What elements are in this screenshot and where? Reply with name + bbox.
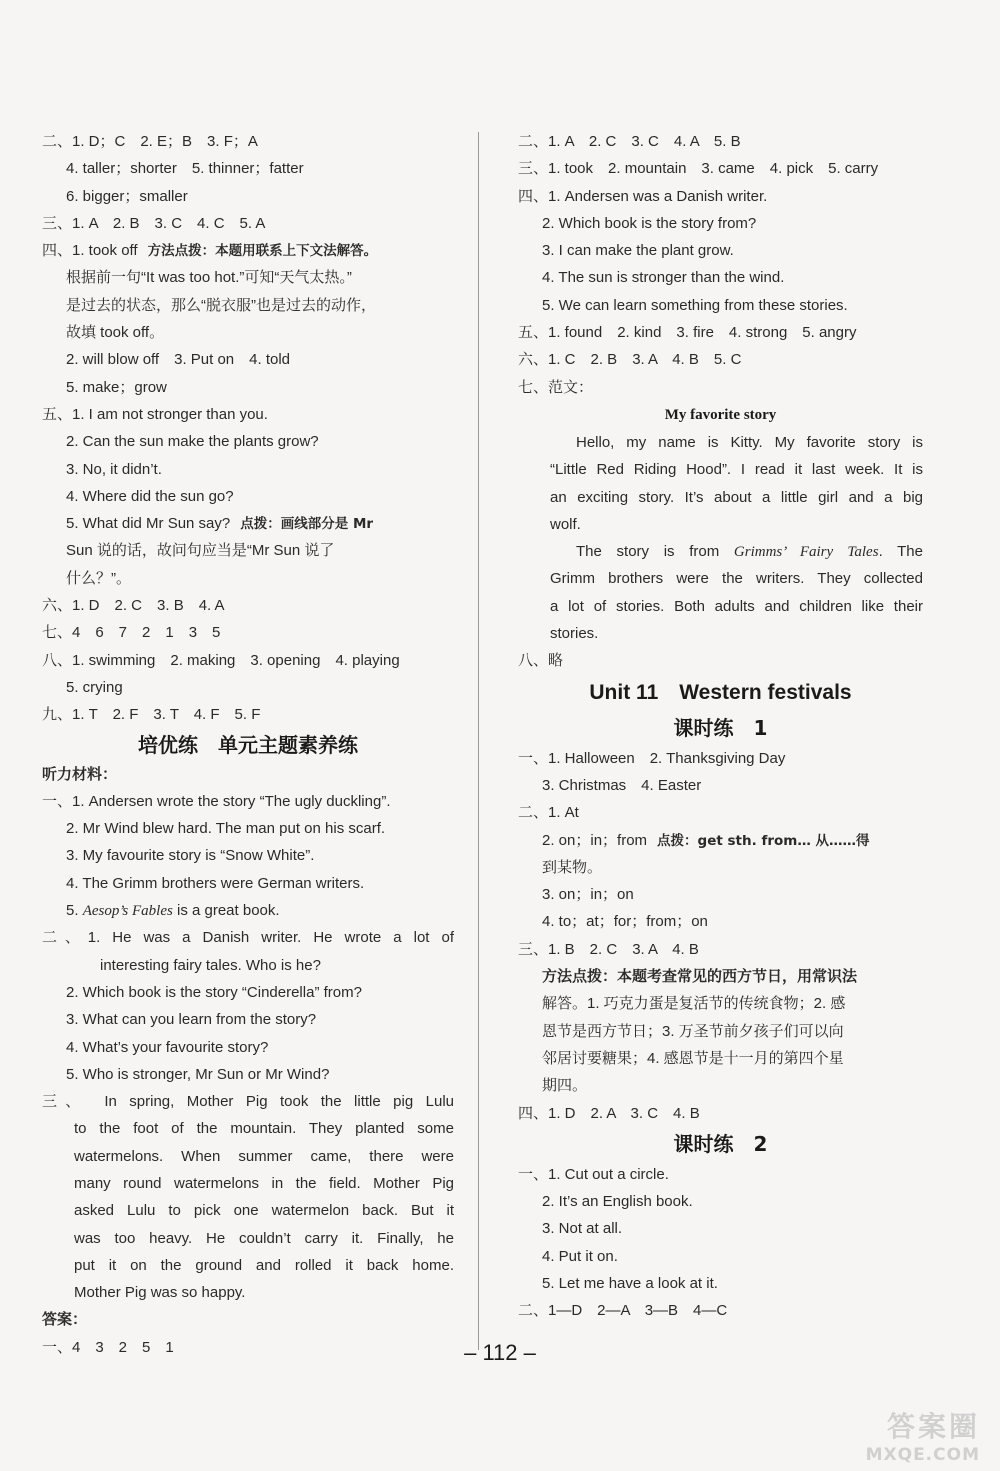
line-text: 二、1. D；C 2. E；B 3. F；A bbox=[42, 133, 258, 150]
answer-line bbox=[518, 511, 923, 538]
line-text: 什么？”。 bbox=[66, 569, 131, 587]
line-text: Mother Pig was so happy. bbox=[74, 1284, 246, 1302]
line-text: 2. Which book is the story from? bbox=[542, 214, 757, 232]
answer-line bbox=[518, 745, 923, 772]
line-text: 2. Mr Wind blew hard. The man put on his scarf. bbox=[66, 820, 386, 838]
answer-line bbox=[518, 647, 923, 674]
line-text: 二、1. He was a Danish writer. He wrote a lot of bbox=[42, 929, 454, 947]
answer-line bbox=[518, 1270, 923, 1297]
line-text: 五、1. I am not stronger than you. bbox=[42, 405, 268, 423]
answer-line bbox=[42, 374, 454, 401]
answer-line bbox=[518, 908, 923, 935]
answer-line bbox=[518, 620, 923, 647]
line-text: 解答。1. 巧克力蛋是复活节的传统食物；2. 感 bbox=[542, 995, 846, 1013]
answer-line bbox=[518, 1243, 923, 1270]
answer-line bbox=[42, 1006, 454, 1033]
answer-line bbox=[42, 319, 454, 346]
line-text: 七、4 6 7 2 1 3 5 bbox=[42, 624, 221, 642]
answer-line bbox=[42, 788, 454, 815]
book-title: Aesop’s Fables bbox=[82, 903, 173, 920]
line-text: 3. I can make the plant grow. bbox=[542, 242, 734, 260]
answer-line bbox=[42, 1034, 454, 1061]
answer-line bbox=[42, 952, 454, 979]
section-title: 课时练 2 bbox=[673, 1131, 768, 1156]
answer-line bbox=[518, 1188, 923, 1215]
answer-line bbox=[518, 990, 923, 1017]
answer-line bbox=[42, 483, 454, 510]
line-text: 邻居讨要糖果；4. 感恩节是十一月的第四个星 bbox=[542, 1049, 844, 1067]
answer-line bbox=[42, 183, 454, 210]
answer-line bbox=[42, 456, 454, 483]
answer-line bbox=[42, 537, 454, 564]
answer-line bbox=[518, 292, 923, 319]
answer-line bbox=[42, 1252, 454, 1279]
answer-line bbox=[42, 401, 454, 428]
line-text: “Little Red Riding Hood”. I read it last week. It is bbox=[550, 461, 923, 479]
line-text-pre: 5. bbox=[66, 902, 83, 920]
line-text: 听力材料： bbox=[42, 764, 118, 783]
tip-note: 点拨：画线部分是 Mr bbox=[240, 516, 374, 533]
line-text: 3. Not at all. bbox=[542, 1220, 623, 1238]
line-text: 三、 In spring, Mother Pig took the little pig Lulu bbox=[42, 1093, 454, 1111]
section-title: Unit 11 Western festivals bbox=[589, 680, 852, 704]
line-text: Sun 说的话，故问句应当是“Mr Sun 说了 bbox=[66, 542, 335, 560]
line-text: 6. bigger；smaller bbox=[66, 187, 188, 205]
line-text: interesting fairy tales. Who is he? bbox=[100, 956, 321, 974]
answer-line bbox=[518, 1045, 923, 1072]
answer-line bbox=[518, 963, 923, 990]
line-text: 5. crying bbox=[66, 678, 123, 696]
answer-line bbox=[518, 1297, 923, 1324]
answer-line bbox=[42, 1115, 454, 1142]
line-text: 4. What’s your favourite story? bbox=[66, 1038, 269, 1056]
answer-line bbox=[518, 1100, 923, 1127]
answer-line bbox=[518, 456, 923, 483]
line-text: watermelons. When summer came, there were bbox=[74, 1147, 454, 1165]
line-text: 方法点拨：本题考查常见的西方节日，用常识法 bbox=[542, 967, 858, 986]
answer-line bbox=[518, 854, 923, 881]
answer-line bbox=[42, 1170, 454, 1197]
answer-line bbox=[518, 319, 923, 346]
line-text: put it on the ground and rolled it back home. bbox=[74, 1256, 454, 1274]
line-text: 2. Which book is the story “Cinderella” from? bbox=[66, 983, 362, 1001]
line-text: 5. We can learn something from these stories. bbox=[542, 296, 848, 314]
answer-line bbox=[42, 761, 454, 788]
line-text: 答案： bbox=[42, 1310, 88, 1329]
line-text: 2. will blow off 3. Put on 4. told bbox=[66, 351, 291, 369]
left-column bbox=[42, 128, 454, 1361]
answer-line bbox=[518, 1072, 923, 1099]
answer-line bbox=[42, 1306, 454, 1333]
answer-line bbox=[42, 815, 454, 842]
column-divider bbox=[478, 132, 479, 1350]
tip-note: 点拨：get sth. from… 从……得 bbox=[657, 832, 870, 849]
answer-line bbox=[518, 484, 923, 511]
line-text: 四、1. took off bbox=[42, 242, 138, 260]
section-title: 课时练 1 bbox=[673, 715, 768, 740]
line-text: is a great book. bbox=[172, 902, 280, 920]
answer-line bbox=[518, 429, 923, 456]
page-number: – 112 – bbox=[464, 1340, 536, 1365]
answer-line bbox=[42, 979, 454, 1006]
answer-line bbox=[518, 374, 923, 401]
line-text: 5. make；grow bbox=[66, 378, 167, 396]
section-title: 培优练 单元主题素养练 bbox=[138, 732, 358, 757]
answer-line bbox=[42, 1279, 454, 1306]
answer-line bbox=[518, 155, 923, 182]
answer-line bbox=[42, 1225, 454, 1252]
line-text: 3. My favourite story is “Snow White”. bbox=[66, 847, 315, 865]
answer-line bbox=[518, 827, 923, 854]
watermark bbox=[808, 1405, 980, 1463]
line-text: 一、4 3 2 5 1 bbox=[42, 1338, 174, 1356]
answer-line bbox=[518, 593, 923, 620]
answer-line bbox=[518, 1018, 923, 1045]
line-text: . The bbox=[878, 543, 923, 561]
line-text: wolf. bbox=[550, 515, 581, 533]
answer-line bbox=[42, 647, 454, 674]
line-text: Grimm brothers were the writers. They collected bbox=[550, 570, 923, 588]
line-text: Hello, my name is Kitty. My favorite story is bbox=[576, 433, 923, 451]
answer-line bbox=[42, 842, 454, 869]
line-text-pre: The story is from bbox=[576, 543, 734, 561]
answer-line bbox=[42, 510, 454, 537]
line-text: 4. The sun is stronger than the wind. bbox=[542, 269, 785, 287]
watermark-logo: 答案圈 bbox=[886, 1410, 980, 1443]
line-text: 2. on；in；from bbox=[542, 831, 648, 849]
answer-line bbox=[42, 565, 454, 592]
line-text: 三、1. took 2. mountain 3. came 4. pick 5. carry bbox=[518, 160, 879, 178]
answer-line bbox=[42, 428, 454, 455]
line-text: 四、1. D 2. A 3. C 4. B bbox=[518, 1104, 700, 1122]
answer-line bbox=[42, 1061, 454, 1088]
answer-line bbox=[42, 264, 454, 291]
answer-line bbox=[42, 701, 454, 728]
line-text: 根据前一句“It was too hot.”可知“天气太热。” bbox=[66, 269, 352, 287]
line-text: 4. to；at；for；from；on bbox=[542, 913, 708, 931]
line-text: an exciting story. It’s about a little girl and a big bbox=[550, 488, 923, 506]
answer-line bbox=[518, 183, 923, 210]
line-text: 5. Who is stronger, Mr Sun or Mr Wind? bbox=[66, 1065, 330, 1083]
answer-line bbox=[42, 870, 454, 897]
line-text: 5. Let me have a look at it. bbox=[542, 1274, 718, 1292]
line-text: 一、1. Cut out a circle. bbox=[518, 1165, 669, 1183]
line-text: 2. Can the sun make the plants grow? bbox=[66, 433, 319, 451]
answer-line bbox=[42, 292, 454, 319]
line-text: 4. The Grimm brothers were German writers. bbox=[66, 874, 365, 892]
line-text: 八、略 bbox=[518, 652, 564, 670]
line-text: 4. Put it on. bbox=[542, 1247, 618, 1265]
line-text: 三、1. B 2. C 3. A 4. B bbox=[518, 940, 699, 958]
line-text: 3. on；in；on bbox=[542, 886, 634, 904]
answer-line bbox=[42, 1197, 454, 1224]
line-text: 二、1—D 2—A 3—B 4—C bbox=[518, 1302, 728, 1320]
answer-line bbox=[518, 772, 923, 799]
line-text: 六、1. D 2. C 3. B 4. A bbox=[42, 597, 225, 615]
answer-line bbox=[42, 237, 454, 264]
answer-line bbox=[518, 538, 923, 565]
line-text: 5. What did Mr Sun say? bbox=[66, 515, 231, 533]
line-text: 3. No, it didn’t. bbox=[66, 460, 162, 478]
answer-line bbox=[42, 924, 454, 951]
answer-line bbox=[518, 210, 923, 237]
book-title: Grimms’ Fairy Tales bbox=[733, 544, 879, 561]
line-text: 3. Christmas 4. Easter bbox=[542, 776, 702, 794]
line-text: stories. bbox=[550, 625, 599, 643]
line-text: asked Lulu to pick one watermelon back. But it bbox=[74, 1202, 454, 1220]
answer-line bbox=[42, 210, 454, 237]
answer-line bbox=[518, 128, 923, 155]
answer-line bbox=[42, 1088, 454, 1115]
answer-line bbox=[518, 881, 923, 908]
line-text: 期四。 bbox=[542, 1077, 588, 1095]
line-text: 一、1. Halloween 2. Thanksgiving Day bbox=[518, 749, 786, 767]
answer-line bbox=[518, 1161, 923, 1188]
line-text: was too heavy. He couldn’t carry it. Finally, he bbox=[74, 1229, 454, 1247]
answer-line bbox=[42, 155, 454, 182]
line-text: 2. It’s an English book. bbox=[542, 1193, 693, 1211]
line-text: 四、1. Andersen was a Danish writer. bbox=[518, 187, 768, 205]
answer-line bbox=[42, 346, 454, 373]
line-text: 六、1. C 2. B 3. A 4. B 5. C bbox=[518, 351, 742, 369]
line-text: 恩节是西方节日；3. 万圣节前夕孩子们可以向 bbox=[542, 1022, 844, 1040]
watermark-url: MXQE.COM bbox=[865, 1445, 980, 1465]
line-text: 4. taller；shorter 5. thinner；fatter bbox=[66, 160, 304, 178]
line-text: 五、1. found 2. kind 3. fire 4. strong 5. angry bbox=[518, 324, 857, 342]
answer-line bbox=[42, 619, 454, 646]
line-text: 4. Where did the sun go? bbox=[66, 487, 234, 505]
answer-line bbox=[518, 936, 923, 963]
answer-line bbox=[518, 1215, 923, 1242]
answer-line bbox=[518, 799, 923, 826]
line-text: 三、1. A 2. B 3. C 4. C 5. A bbox=[42, 214, 266, 232]
line-text: 八、1. swimming 2. making 3. opening 4. playing bbox=[42, 651, 400, 669]
line-text: many round watermelons in the field. Mother Pig bbox=[74, 1174, 454, 1192]
line-text: 3. What can you learn from the story? bbox=[66, 1011, 317, 1029]
line-text: to the foot of the mountain. They planted some bbox=[74, 1120, 454, 1138]
line-text: 二、1. At bbox=[518, 804, 579, 822]
line-text: 故填 took off。 bbox=[66, 324, 165, 342]
line-text: a lot of stories. Both adults and children like their bbox=[550, 597, 923, 615]
answer-line bbox=[42, 1143, 454, 1170]
line-text: 二、1. A 2. C 3. C 4. A 5. B bbox=[518, 133, 741, 150]
answer-line bbox=[42, 897, 454, 924]
answer-line bbox=[42, 592, 454, 619]
answer-line bbox=[518, 237, 923, 264]
tip-note: 方法点拨：本题用联系上下文法解答。 bbox=[147, 243, 378, 260]
answer-line bbox=[518, 346, 923, 373]
answer-line bbox=[42, 128, 454, 155]
answer-line bbox=[518, 264, 923, 291]
right-column bbox=[518, 128, 923, 1325]
answer-line bbox=[518, 565, 923, 592]
line-text: 七、范文： bbox=[518, 378, 594, 396]
line-text: 一、1. Andersen wrote the story “The ugly duckling”. bbox=[42, 792, 391, 810]
line-text: 到某物。 bbox=[542, 858, 603, 876]
line-text: 九、1. T 2. F 3. T 4. F 5. F bbox=[42, 706, 261, 724]
section-title: My favorite story bbox=[664, 406, 777, 423]
answer-line bbox=[42, 674, 454, 701]
line-text: 是过去的状态，那么“脱衣服”也是过去的动作， bbox=[66, 296, 376, 314]
